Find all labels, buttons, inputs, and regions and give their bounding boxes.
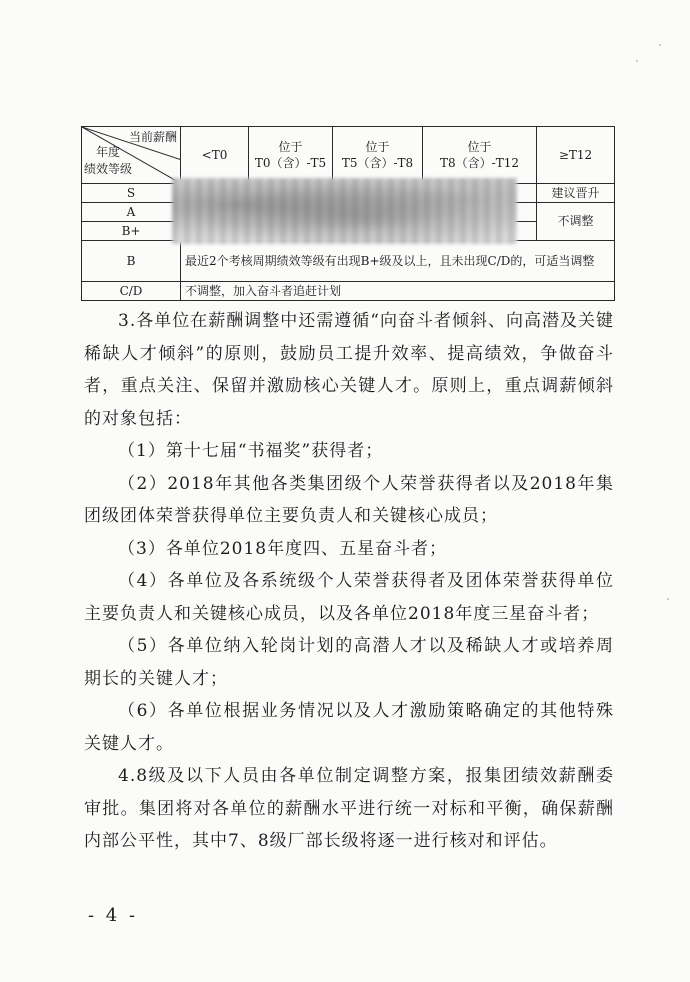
corner-label-year: 年度 (96, 145, 121, 159)
corner-label-grade: 绩效等级 (84, 162, 133, 176)
policy-text-cell: 最近2个考核周期绩效等级有出现B+级及以上，且未出现C/D的，可适当调整 (181, 241, 615, 282)
column-header: 位于 T5（含）-T8 (333, 127, 423, 184)
scan-speck (659, 44, 661, 46)
table-row-b (82, 241, 615, 282)
paragraph-4: 4.8级及以下人员由各单位制定调整方案，报集团绩效薪酬委审批。集团将对各单位的薪酬水平进行统一对标和平衡，确保薪酬内部公平性，其中7、8级厂部长级将逐一进行核对和评估。 (84, 766, 614, 851)
grade-label: S (82, 184, 181, 203)
corner-label-salary: 当前薪酬 (128, 130, 177, 144)
column-header: ≥T12 (537, 127, 615, 184)
list-item-4: （4）各单位及各系统级个人荣誉获得者及团体荣誉获得单位主要负责人和关键核心成员，以及各单位2018年度三星奋斗者； (84, 571, 614, 624)
action-cell: 不调整 (537, 203, 615, 241)
list-item-1: （1）第十七届“书福奖”获得者； (118, 441, 384, 461)
column-header: <T0 (181, 127, 249, 184)
grade-label: C/D (82, 282, 181, 301)
table-header-row (82, 127, 615, 184)
policy-text-cell: 不调整，加入奋斗者追赶计划 (181, 282, 615, 301)
list-item-3: （3）各单位2018年度四、五星奋斗者； (118, 538, 448, 559)
table-corner-cell (82, 127, 181, 184)
scan-speck (636, 60, 638, 62)
action-cell: 建议晋升 (537, 184, 615, 203)
grade-label: B+ (82, 222, 181, 241)
grade-label: B (82, 241, 181, 282)
redaction-mosaic (172, 178, 517, 244)
scan-speck (667, 598, 669, 600)
body-text (84, 305, 614, 858)
list-item-2: （2）2018年其他各类集团级个人荣誉获得者以及2018年集团级团体荣誉获得单位主要负责人和关键核心成员； (84, 473, 614, 526)
column-header: 位于 T8（含）-T12 (423, 127, 537, 184)
table-row-cd (82, 282, 615, 301)
list-item-5: （5）各单位纳入轮岗计划的高潜人才以及稀缺人才或培养周期长的关键人才； (84, 636, 614, 689)
page-number: - 4 - (88, 905, 139, 926)
paragraph-3: 3.各单位在薪酬调整中还需遵循“向奋斗者倾斜、向高潜及关键稀缺人才倾斜”的原则，鼓励员工提升效率、提高绩效，争做奋斗者，重点关注、保留并激励核心关键人才。原则上，重点调薪倾斜的对象包括： (84, 311, 614, 429)
column-header: 位于 T0（含）-T5 (249, 127, 333, 184)
list-item-6: （6）各单位根据业务情况以及人才激励策略确定的其他特殊关键人才。 (84, 701, 614, 754)
grade-label: A (82, 203, 181, 222)
